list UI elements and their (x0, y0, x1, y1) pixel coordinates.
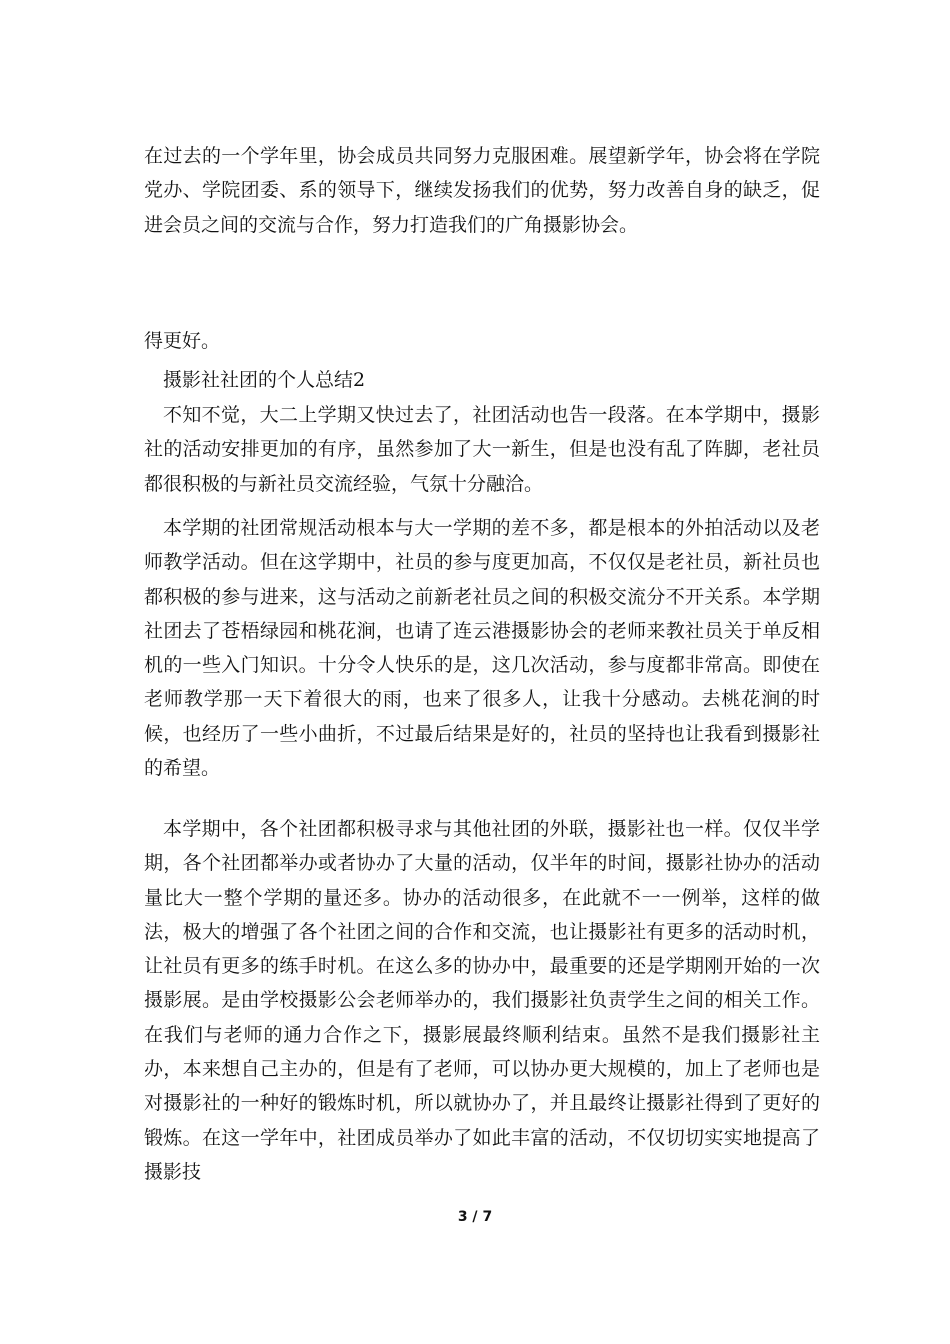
paragraph-activities: 本学期的社团常规活动根本与大一学期的差不多，都是根本的外拍活动以及老师教学活动。但在这学期中，社员的参与度更加高，不仅仅是老社员，新社员也都积极的参与进来，这与活动之前新老社员之间的积极交流分不开关系。本学期社团去了苍梧绿园和桃花涧，也请了连云港摄影协会的老师来教社员关于单反相机的一些入门知识。十分令人快乐的是，这几次活动，参与度都非常高。即使在老师教学那一天下着很大的雨，也来了很多人，让我十分感动。去桃花涧的时候，也经历了一些小曲折，不过最后结果是好的，社员的坚持也让我看到摄影社的希望。 (144, 517, 820, 780)
page-number (0, 1209, 950, 1225)
section-heading: 摄影社社团的个人总结2 (163, 369, 366, 391)
paragraph-fragment: 得更好。 (144, 330, 221, 352)
paragraph-conclusion: 在过去的一个学年里，协会成员共同努力克服困难。展望新学年，协会将在学院党办、学院团委、系的领导下，继续发扬我们的优势，努力改善自身的缺乏，促进会员之间的交流与合作，努力打造我们的广角摄影协会。 (144, 145, 820, 236)
paragraph-collaboration: 本学期中，各个社团都积极寻求与其他社团的外联，摄影社也一样。仅仅半学期，各个社团都举办或者协办了大量的活动，仅半年的时间，摄影社协办的活动量比大一整个学期的量还多。协办的活动很多，在此就不一一例举，这样的做法，极大的增强了各个社团之间的合作和交流，也让摄影社有更多的活动时机，让社员有更多的练手时机。在这么多的协办中，最重要的还是学期刚开始的一次摄影展。是由学校摄影公会老师举办的，我们摄影社负责学生之间的相关工作。在我们与老师的通力合作之下，摄影展最终顺利结束。虽然不是我们摄影社主办，本来想自己主办的，但是有了老师，可以协办更大规模的，加上了老师也是对摄影社的一种好的锻炼时机，所以就协办了，并且最终让摄影社得到了更好的锻炼。在这一学年中，社团成员举办了如此丰富的活动，不仅切切实实地提高了摄影技 (144, 818, 820, 1183)
paragraph-intro: 不知不觉，大二上学期又快过去了，社团活动也告一段落。在本学期中，摄影社的活动安排更加的有序，虽然参加了大一新生，但是也没有乱了阵脚，老社员都很积极的与新社员交流经验，气氛十分融洽。 (144, 404, 820, 495)
page-total: 7 (482, 1209, 493, 1225)
page-separator: / (467, 1209, 483, 1225)
page-current: 3 (457, 1209, 468, 1225)
